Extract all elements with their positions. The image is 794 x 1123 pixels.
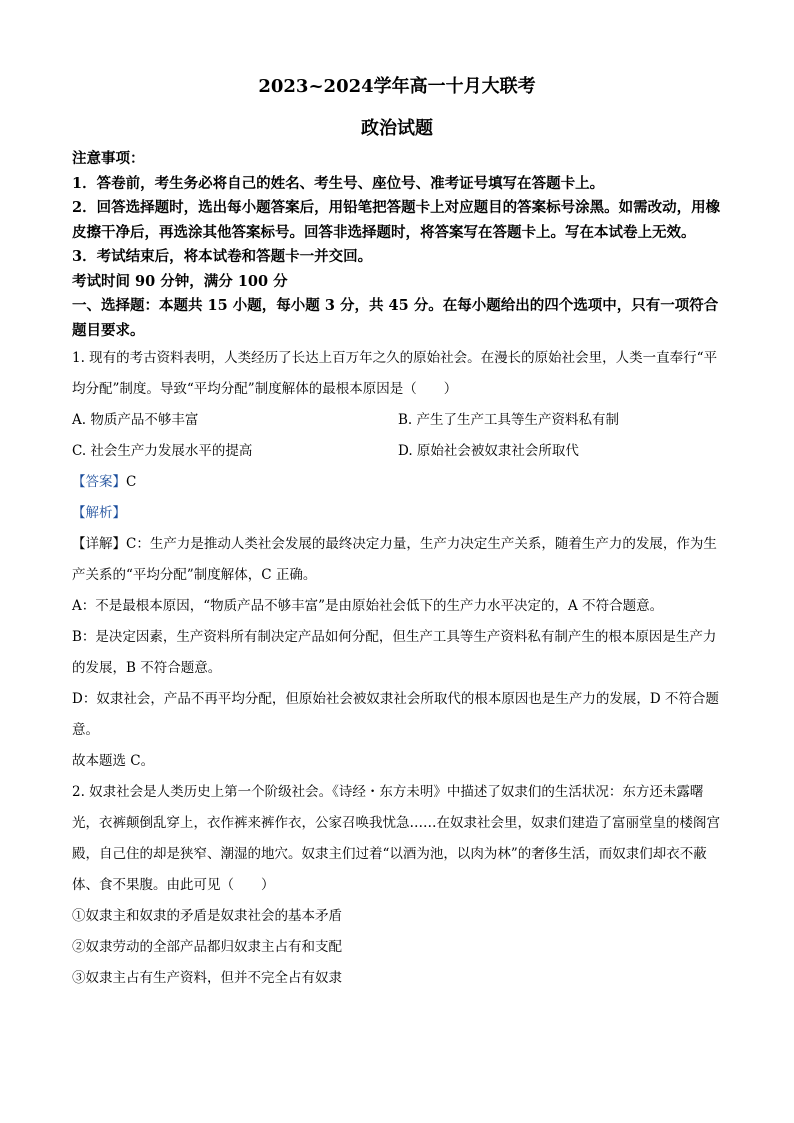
analysis-line (72, 498, 724, 529)
exam-title: 2023~2024学年高一十月大联考 (258, 76, 536, 97)
statement-1: ①奴隶主和奴隶的矛盾是奴隶社会的基本矛盾 (72, 908, 342, 924)
detail-c-text: C：生产力是推动人类社会发展的最终决定力量，生产力决定生产关系，随着生产力的发展，作为生产关系的“平均分配”制度解体，C 正确。 (72, 536, 717, 583)
question-2 (72, 777, 724, 994)
statement-3: ③奴隶主占有生产资料，但并不完全占有奴隶 (72, 970, 342, 986)
notice-block (72, 147, 724, 343)
detail-c (72, 529, 724, 591)
question-1-stem: 1. 现有的考古资料表明，人类经历了长达上百万年之久的原始社会。在漫长的原始社会里，人类一直奉行“平均分配”制度。导致“平均分配”制度解体的最根本原因是（ ） (72, 350, 718, 397)
option-b: B. 产生了生产工具等生产资料私有制 (398, 412, 620, 428)
exam-subject: 政治试题 (361, 118, 433, 139)
statement-2: ②奴隶劳动的全部产品都归奴隶主占有和支配 (72, 939, 342, 955)
notice-heading: 注意事项： (72, 150, 145, 167)
detail-tag: 【详解】 (72, 536, 126, 552)
question-1 (72, 343, 724, 777)
answer-line (72, 467, 724, 498)
detail-d: D：奴隶社会，产品不再平均分配，但原始社会被奴隶社会所取代的根本原因也是生产力的发展，D 不符合题意。 (72, 691, 719, 738)
section-heading: 一、选择题：本题共 15 小题，每小题 3 分，共 45 分。在每小题给出的四个选项中，只有一项符合题目要求。 (72, 297, 719, 339)
question-2-stem: 2. 奴隶社会是人类历史上第一个阶级社会。《诗经・东方未明》中描述了奴隶们的生活状况：东方还未露曙光，衣裤颠倒乱穿上，衣作裤来裤作衣，公家召唤我忧急……在奴隶社会里，奴隶们建造了富丽堂皇的楼阁宫殿，自己住的却是狭窄、潮湿的地穴。奴隶主们过着“以酒为池，以肉为林”的奢侈生活，而奴隶们却衣不蔽体、食不果腹。由此可见（ ） (72, 784, 720, 893)
detail-a: A：不是最根本原因，“物质产品不够丰富”是由原始社会低下的生产力水平决定的，A 不符合题意。 (72, 598, 664, 614)
analysis-tag: 【解析】 (72, 505, 126, 521)
notice-item-2: 2．回答选择题时，选出每小题答案后，用铅笔把答题卡上对应题目的答案标号涂黑。如需改动，用橡皮擦干净后，再选涂其他答案标号。回答非选择题时，将答案写在答题卡上。写在本试卷上无效。 (72, 199, 721, 241)
notice-item-3: 3．考试结束后，将本试卷和答题卡一并交回。 (72, 248, 373, 265)
exam-time: 考试时间 90 分钟，满分 100 分 (72, 272, 288, 290)
notice-item-1: 1．答卷前，考生务必将自己的姓名、考生号、座位号、准考证号填写在答题卡上。 (72, 174, 605, 192)
option-c: C. 社会生产力发展水平的提高 (72, 443, 253, 459)
answer-value: C (126, 474, 137, 490)
option-a: A. 物质产品不够丰富 (72, 412, 199, 428)
answer-tag: 【答案】 (72, 474, 126, 490)
content (72, 147, 724, 994)
detail-b: B：是决定因素，生产资料所有制决定产品如何分配，但生产工具等生产资料私有制产生的根本原因是生产力的发展，B 不符合题意。 (72, 629, 717, 676)
option-d: D. 原始社会被奴隶社会所取代 (398, 443, 579, 459)
conclusion: 故本题选 C。 (72, 753, 155, 769)
question-1-options (72, 405, 724, 467)
